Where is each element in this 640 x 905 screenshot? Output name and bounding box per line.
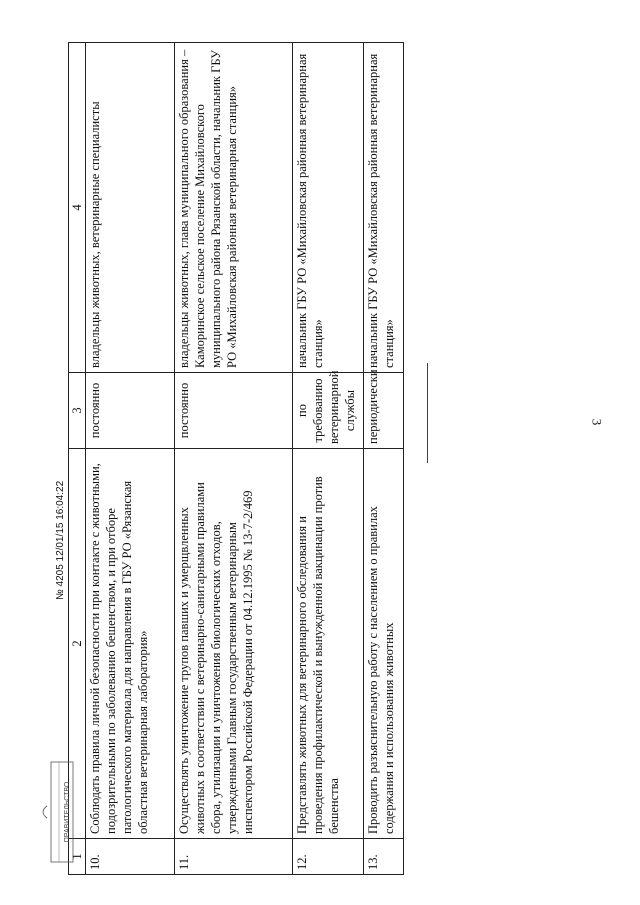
- period-cell: периодически: [363, 373, 403, 449]
- period-cell: постоянно: [174, 373, 293, 449]
- responsible-cell: начальник ГБУ РО «Михайловская районная ветеринарная станция»: [363, 43, 403, 373]
- table-row: [363, 43, 403, 875]
- table-row: [174, 43, 293, 875]
- header-col-2: 2: [69, 449, 86, 839]
- table-row: [86, 43, 175, 875]
- row-number: 12.: [293, 839, 363, 875]
- government-emblem-stamp: [33, 752, 93, 872]
- stamp-caption: ПРАВИТЕЛЬСТВО: [64, 781, 71, 843]
- table-row: [293, 43, 363, 875]
- header-col-3: 3: [69, 373, 86, 449]
- row-number: 13.: [363, 839, 403, 875]
- period-cell: постоянно: [86, 373, 175, 449]
- measures-table: [68, 42, 404, 875]
- header-col-1: 1: [69, 839, 86, 875]
- document-registration-code: № 4205 12/01/15 16:04:22: [55, 480, 66, 600]
- header-col-4: 4: [69, 43, 86, 373]
- measure-cell: Представлять животных для ветеринарного обследования и проведения профилактической и вынужденной вакцинации против бешенства: [293, 449, 363, 839]
- page-number: 3: [589, 418, 605, 426]
- row-number: 10.: [86, 839, 175, 875]
- period-cell: по требованию ветеринарной службы: [293, 373, 363, 449]
- measure-cell: Соблюдать правила личной безопасности при контакте с животными, подозрительными по заболеванию бешенством, и при отборе патологического материала для направления в ГБУ РО «Рязанская областная ветеринарная лаборатория»: [86, 449, 175, 839]
- responsible-cell: владельцы животных, ветеринарные специалисты: [86, 43, 175, 373]
- measure-cell: Проводить разъяснительную работу с населением о правилах содержания и использования животных: [363, 449, 403, 839]
- measures-table-wrapper: [68, 43, 404, 875]
- table-header-row: [69, 43, 86, 875]
- separator-line: [427, 363, 428, 463]
- row-number: 11.: [174, 839, 293, 875]
- measure-cell: Осуществлять уничтожение трупов павших и умерщвленных животных в соответствии с ветеринарно-санитарными правилами сбора, утилизации и уничтожения биологических отходов, утвержденными Главным государственным ветеринарным инспектором Российской Федерации от 04.12.1995 № 13-7-2/469: [174, 449, 293, 839]
- responsible-cell: начальник ГБУ РО «Михайловская районная ветеринарная станция»: [293, 43, 363, 373]
- responsible-cell: владельцы животных, глава муниципального образования – Каморинское сельское поселение Михайловского муниципального района Рязанской области, начальник ГБУ РО «Михайловская районная ветеринарная станция»: [174, 43, 293, 373]
